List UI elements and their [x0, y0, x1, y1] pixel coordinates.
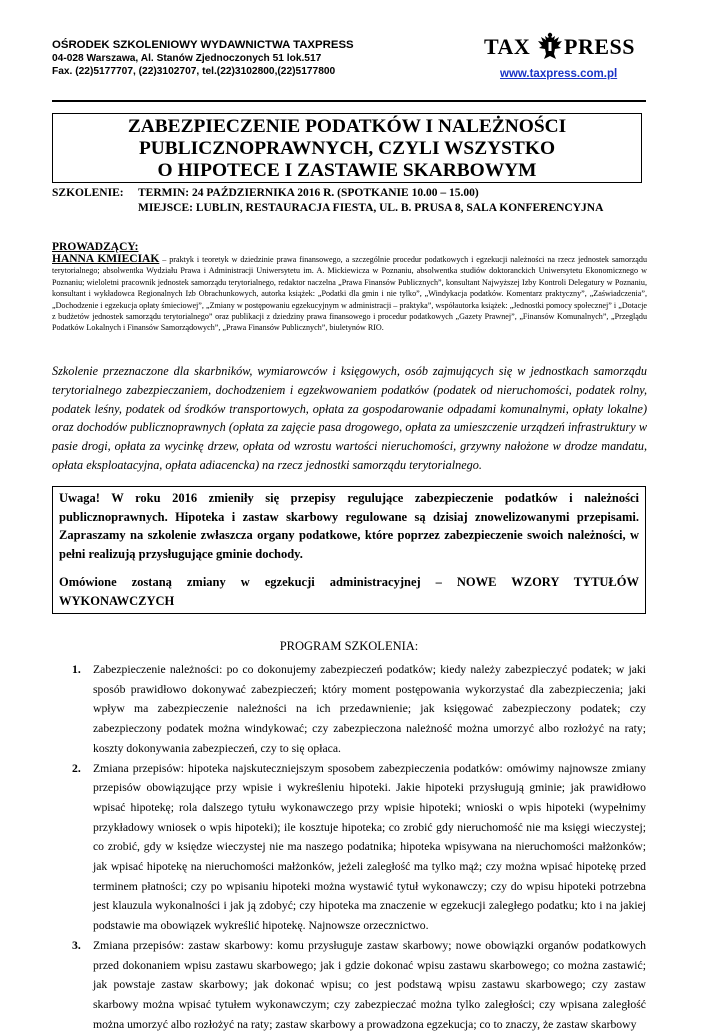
presenter-section [52, 241, 647, 334]
logo-text-right: PRESS [564, 34, 635, 59]
header-divider [52, 100, 646, 102]
program-item-text: Zabezpieczenie należności: po co dokonujemy zabezpieczeń podatków; kiedy należy zabezpieczyć podatek; w jaki sposób prawidłowo dokonywać zabezpieczeń; który moment postępowania wykorzystać dla zabezpieczenia; jaki wpływ ma zabezpieczenie należności na ich przedawnienie; jak księgować zabezpieczony podatek; czy zabezpieczony podatek można windykować; czy zabezpieczona należność można umorzyć albo rozłożyć na raty; koszty dokonywania zabezpieczeń, czy to się opłaca. [93, 663, 646, 755]
title-line-2: PUBLICZNOPRAWNYCH, CZYLI WSZYSTKO [138, 138, 556, 159]
eagle-emblem-icon [537, 32, 563, 62]
program-item-number: 3. [72, 938, 81, 952]
title-line-3: O HIPOTECE I ZASTAWIE SKARBOWYM [157, 160, 537, 181]
organization-name: OŚRODEK SZKOLENIOWY WYDAWNICTWA TAXPRESS [52, 39, 354, 51]
program-title: PROGRAM SZKOLENIA: [279, 639, 419, 653]
presenter-name: HANNA KMIECIAK [52, 253, 160, 265]
program-item-text: Zmiana przepisów: zastaw skarbowy: komu przysługuje zastaw skarbowy; nowe obowiązki organów podatkowych przed dokonaniem wpisu zastawu skarbowego; jak i gdzie dokonać wpisu zastawu skarbowego; co można zastawić; jak powstaje zastaw skarbowy; jak dokonać wpisu; co jest podstawą wpisu zastawu skarbowego; czy zastaw skarbowy można wpisać tytułem wykonawczym; czy zabezpieczać można tylko zaległości; czy wpisana zaległość można umorzyć albo rozłożyć na raty; zastaw skarbowy a prowadzona egzekucja; co to znaczy, że zastaw skarbowy [93, 938, 646, 1031]
training-description: Szkolenie przeznaczone dla skarbników, wymiarowców i księgowych, osób zajmujących się w jednostkach samorządu terytorialnego zabezpieczaniem, dochodzeniem i egzekwowaniem podatków (podatek od nieruchomości, podatek rolny, podatek leśny, podatek od środków transportowych, opłata za gospodarowanie odpadami komunalnymi, opłaty lokalne) oraz dochodów publicznoprawnych (opłata za zajęcie pasa drogowego, opłata za umieszczenie urządzeń infrastruktury w pasie drogi, opłata za wycinkę drzew, opłata od wzrostu wartości nieruchomości, grzywny nałożone w drodze mandatu, opłata eksploatacyjna, opłata adiacencka) na rzecz jednostki samorządu terytorialnego. [52, 364, 647, 472]
website-link[interactable]: www.taxpress.com.pl [500, 68, 618, 80]
program-item [52, 660, 646, 759]
training-details [138, 186, 603, 215]
training-place: MIEJSCE: LUBLIN, RESTAURACJA FIESTA, UL. B. PRUSA 8, SALA KONFERENCYJNA [138, 201, 604, 214]
training-term: TERMIN: 24 PAŹDZIERNIKA 2016 R. (SPOTKANIE 10.00 – 15.00) [138, 187, 479, 199]
notice-box [52, 486, 646, 614]
program-list [52, 660, 646, 1034]
program-item-text: Zmiana przepisów: hipoteka najskuteczniejszym sposobem zabezpieczenia podatków: omówimy najnowsze zmiany przepisów obowiązujące przy wpisie i wykreśleniu hipoteki. Jakie hipoteki przysługują gminie; jak prawidłowo wpisać hipotekę; rola dalszego tytułu wykonawczego przy wpisie hipoteki; wnioski o wpis hipoteki (wypełnimy przykładowy wniosek o wpis hipoteki); ile kosztuje hipoteka; co zrobić gdy nieruchomość nie ma księgi wieczystej; co zrobić, gdy w księdze wieczystej nie ma naszego podatnika; hipoteka wpisywana na nieruchomości małżonków; jak wpisać hipotekę na nieruchomości małżonków, jeżeli zaległość ma tylko mąż; czy można wpisać hipotekę przed terminem płatności; czy po wpisaniu hipoteki można wystawić tytuł wykonawczy; czy do wpisu hipoteki potrzebna jest klauzula wykonalności i jak ją zdobyć; czy hipoteka ma znaczenie w egzekucji zaległego podatku; kto i na jakiej podstawie ma obowiązek wykreślić hipotekę. Najnowsze orzecznictwo. [93, 761, 646, 933]
presenter-bio [52, 254, 647, 334]
program-item-number: 1. [72, 663, 81, 676]
notice-paragraph-1: Uwaga! W roku 2016 zmieniły się przepisy regulujące zabezpieczenie podatków i należności publicznoprawnych. Hipoteka i zastaw skarbowy regulowane są dzisiaj znowelizowanymi przepisami. Zapraszamy na szkolenie zwłaszcza organy podatkowe, które poprzez zabezpieczenie swoich należności, w pełni realizują przysługujące gminie dochody. [59, 491, 639, 561]
notice-paragraph-2: Omówione zostaną zmiany w egzekucji administracyjnej – NOWE WZORY TYTUŁÓW WYKONAWCZYCH [59, 575, 639, 608]
organization-phone-fax: Fax. (22)5177707, (22)3102707, tel.(22)3102800,(22)5177800 [52, 66, 336, 77]
training-label: SZKOLENIE: [52, 187, 124, 199]
presenter-bio-text: – praktyk i teoretyk w dziedzinie prawa finansowego, a szczególnie procedur podatkowych i egzekucji należności na rzecz jednostek samorządu terytorialnego; absolwentka Wydziału Prawa i Administracji Uniwersytetu im. A. Mickiewicza w Poznaniu, absolwentka studiów doktoranckich Uniwersytetu Ekonomicznego w Poznaniu; wieloletni pracownik jednostek samorządu terytorialnego, redaktor naczelna „Prawa Finansów Publicznych”, konsultant Najwyższej Izby Kontroli Delegatury w Poznaniu, konsultant i wykładowca Regionalnych Izb Obrachunkowych, autorka książek: „Podatki dla gmin i nie tylko”, „Windykacja podatków. Komentarz praktyczny”, „Zaświadczenia”, „Dochodzenie i egzekucja opłaty śmieciowej”, „Zmiany w postępowaniu egzekucyjnym w administracji – praktyka”, współautorka książek: „Jednostki pomocy społecznej” i „Dotacje z budżetów jednostek samorządu terytorialnego” oraz publikacji z dziedziny prawa finansowego i procedur podatkowych „Gazety Prawnej”, „Finansów Komunalnych”, „Przeglądu Podatków Lokalnych i Finansów Samorządowych”, „Prawa Finansów Publicznych”, biuletynów RIO. [52, 255, 647, 333]
title-line-1: ZABEZPIECZENIE PODATKÓW I NALEŻNOŚCI [127, 116, 567, 137]
taxpress-logo [484, 32, 644, 62]
document-title [52, 116, 642, 182]
header-contact-block [52, 38, 354, 78]
program-item [52, 936, 646, 1034]
logo-text-left: TAX [484, 34, 531, 59]
organization-address: 04-028 Warszawa, Al. Stanów Zjednoczonych 51 lok.517 [52, 53, 322, 64]
program-item [52, 759, 646, 936]
program-item-number: 2. [72, 761, 81, 775]
presenter-heading: PROWADZĄCY: [52, 241, 139, 253]
